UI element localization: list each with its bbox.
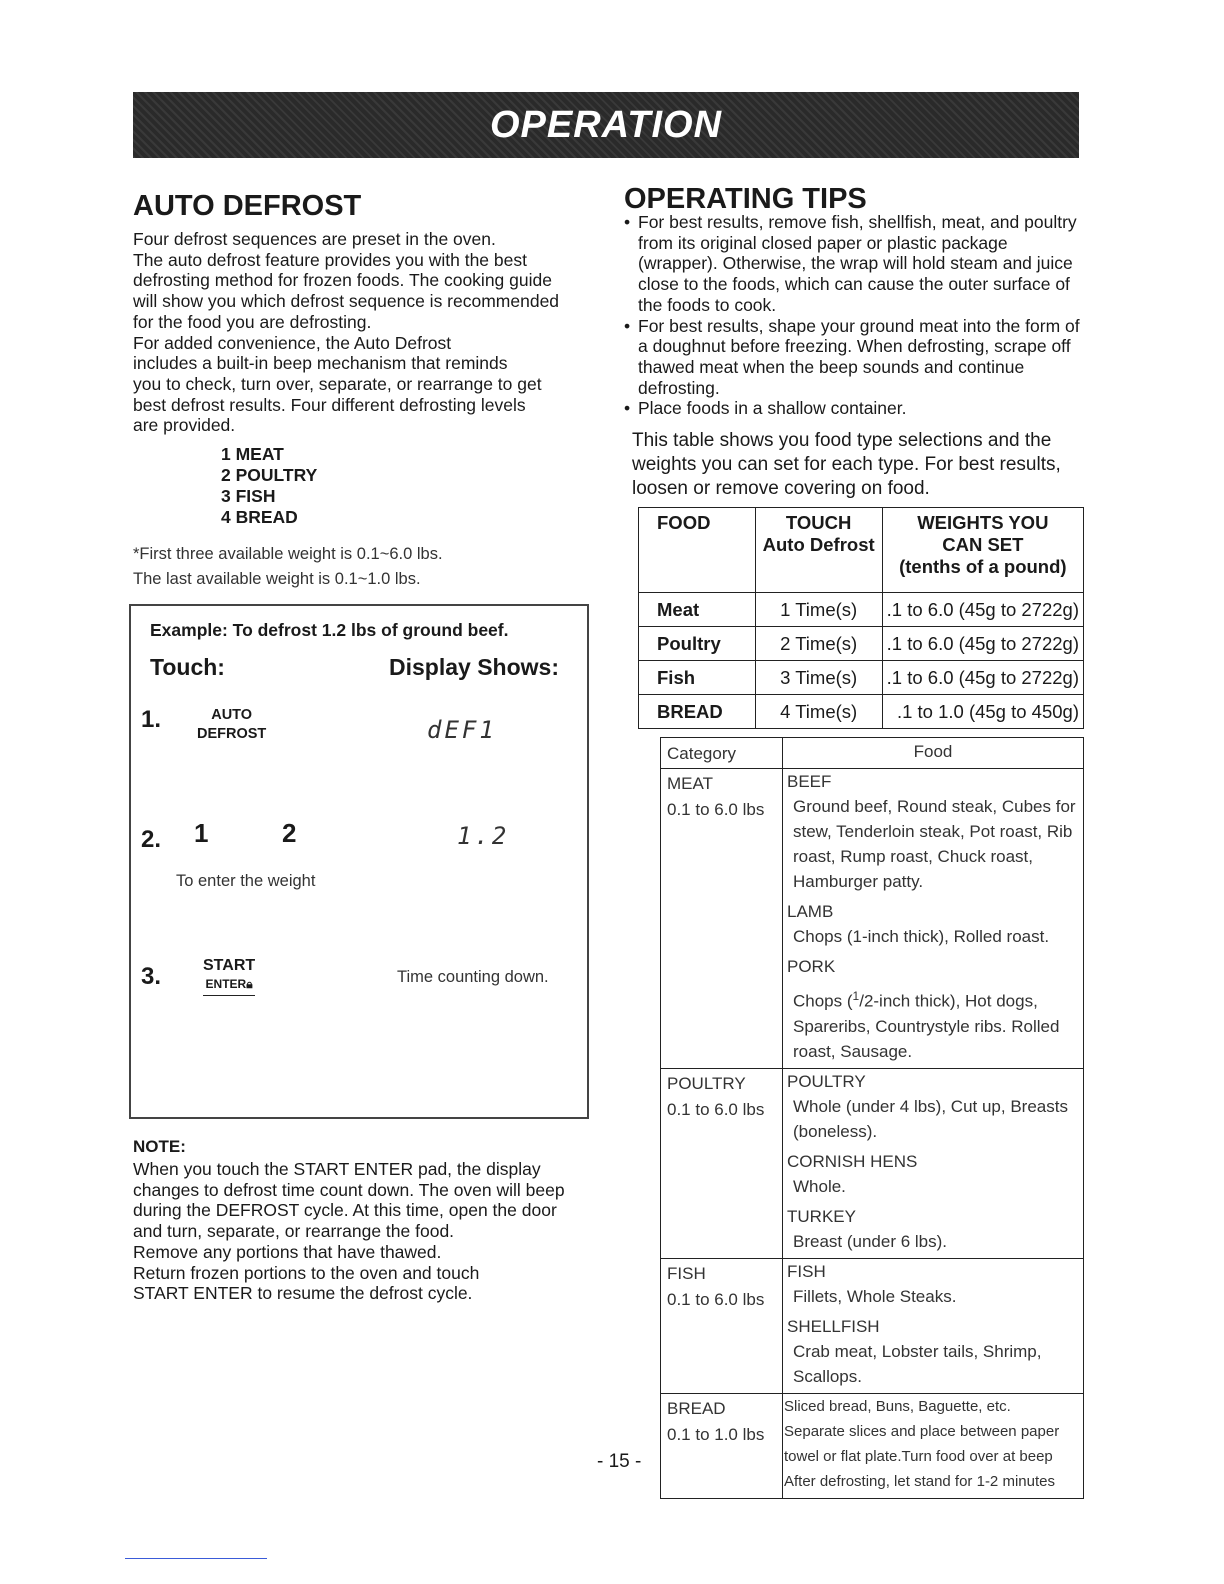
header-weights-line3: (tenths of a pound) xyxy=(899,556,1067,577)
banner-title: OPERATION xyxy=(489,103,723,146)
step-2-number: 2. xyxy=(141,826,162,853)
table-row xyxy=(661,1258,1084,1393)
digit-1-key: 1 xyxy=(194,818,209,848)
category-range: 0.1 to 6.0 lbs xyxy=(667,800,765,819)
header-touch xyxy=(755,508,882,593)
weight-note-1: *First three available weight is 0.1~6.0 lbs. xyxy=(133,545,443,563)
header-weights xyxy=(882,508,1083,593)
food-items: Crab meat, Lobster tails, Shrimp, Scallops. xyxy=(793,1341,1042,1386)
key-label-text: ENTER xyxy=(205,977,247,991)
food-head: FISH xyxy=(787,1261,826,1281)
lock-icon: 🔒︎ xyxy=(246,977,253,991)
list-item: • Place foods in a shallow container. xyxy=(624,398,1084,419)
header-weights-line2: CAN SET xyxy=(942,534,1024,555)
category-range: 0.1 to 6.0 lbs xyxy=(667,1099,765,1119)
tips-list xyxy=(624,212,1084,419)
display-counting: Time counting down. xyxy=(397,968,549,986)
category-bread xyxy=(661,1393,783,1498)
category-name: BREAD xyxy=(667,1398,726,1418)
display-header: Display Shows: xyxy=(389,654,559,680)
section-banner xyxy=(133,92,1079,158)
category-name: FISH xyxy=(667,1263,706,1283)
auto-defrost-key xyxy=(197,706,266,744)
food-items xyxy=(787,984,1081,1064)
key-label-line2: DEFROST xyxy=(197,726,267,742)
start-enter-key xyxy=(203,956,255,996)
list-item: • For best results, remove fish, shellfish, meat, and poultry from its original closed paper or plastic package (wrapper). Otherwise, the wrap will hold steam and juice close to the foods, which can cause the outer surface of the foods to cook. xyxy=(624,212,1084,316)
key-label-line2 xyxy=(203,975,255,996)
list-item: 1 MEAT xyxy=(221,444,284,464)
food-items: Whole (under 4 lbs), Cut up, Breasts (boneless). xyxy=(793,1096,1068,1141)
table-row xyxy=(639,627,1084,661)
category-poultry xyxy=(661,1068,783,1258)
cell-weight: .1 to 6.0 (45g to 2722g) xyxy=(882,627,1083,661)
page-number: - 15 - xyxy=(597,1451,642,1472)
touch-header: Touch: xyxy=(150,654,225,680)
footer-rule xyxy=(125,1558,267,1559)
category-fish xyxy=(661,1258,783,1393)
header-touch-line1: TOUCH xyxy=(785,512,852,533)
food-head: CORNISH HENS xyxy=(787,1151,918,1171)
auto-defrost-title: AUTO DEFROST xyxy=(133,190,362,222)
food-fish xyxy=(783,1258,1084,1393)
superscript: 1 xyxy=(852,989,860,1003)
category-range: 0.1 to 1.0 lbs xyxy=(667,1424,765,1444)
display-def1: dEF1 xyxy=(427,716,497,744)
table-row xyxy=(661,738,1084,769)
category-name: POULTRY xyxy=(667,1073,746,1093)
list-item: • For best results, shape your ground meat into the form of a doughnut before freezing. When defrosting, scrape off thawed meat when the beep sounds and continue defrosting. xyxy=(624,316,1084,399)
food-items: Breast (under 6 lbs). xyxy=(793,1231,948,1251)
cell-weight: .1 to 6.0 (45g to 2722g) xyxy=(882,661,1083,695)
note-body: When you touch the START ENTER pad, the display changes to defrost time count down. The oven will beep during the DEFROST cycle. At this time, open the door and turn, separate, or rearrange the food. Remove any portions that have thawed. Return frozen portions to the oven and touch START ENTER to resume the defrost cycle. xyxy=(133,1159,565,1304)
list-item: 4 BREAD xyxy=(221,507,298,527)
key-label-line1: AUTO xyxy=(211,707,253,723)
cell-touch: 4 Time(s) xyxy=(755,695,882,729)
cell-food: BREAD xyxy=(639,695,756,729)
weight-notes xyxy=(133,542,443,592)
text: Chops ( xyxy=(793,991,853,1011)
food-meat xyxy=(783,769,1084,1069)
cell-weight: .1 to 6.0 (45g to 2722g) xyxy=(882,593,1083,627)
category-meat xyxy=(661,769,783,1069)
table-intro: This table shows you food type selections and the weights you can set for each type. For best results, loosen or remove covering on food. xyxy=(632,430,1061,499)
food-items: Ground beef, Round steak, Cubes for stew, Tenderloin steak, Pot roast, Rib roast, Rump roast, Chuck roast, Hamburger patty. xyxy=(793,797,1076,891)
table-row xyxy=(661,769,1084,1069)
header-weights-line1: WEIGHTS YOU xyxy=(917,512,1049,533)
cell-weight: .1 to 1.0 (45g to 450g) xyxy=(882,695,1083,729)
display-weight: 1.2 xyxy=(457,822,510,850)
header-food: Food xyxy=(783,738,1084,769)
food-items: Fillets, Whole Steaks. xyxy=(793,1286,957,1306)
table-row xyxy=(639,508,1084,593)
category-name: MEAT xyxy=(667,774,713,793)
cell-food: Meat xyxy=(639,593,756,627)
key-label-line1: START xyxy=(203,957,256,974)
table-row xyxy=(661,1393,1084,1498)
cell-food: Poultry xyxy=(639,627,756,661)
cell-food: Fish xyxy=(639,661,756,695)
step-1-number: 1. xyxy=(141,706,162,733)
defrost-levels-list xyxy=(221,444,317,528)
category-table xyxy=(660,737,1084,1499)
food-head: PORK xyxy=(787,957,836,976)
food-items: After defrosting, let stand for 1-2 minutes xyxy=(784,1472,1055,1490)
table-row xyxy=(639,593,1084,627)
auto-defrost-body: Four defrost sequences are preset in the oven. The auto defrost feature provides you with the best defrosting method for frozen foods. The cooking guide will show you which defrost sequence is recommended for the food you are defrosting. For added convenience, the Auto Defrost includes a built-in beep mechanism that reminds you to check, turn over, separate, or rearrange to get best defrost results. Four different defrosting levels are provided. xyxy=(133,229,560,436)
food-head: TURKEY xyxy=(787,1206,856,1226)
operating-tips-title: OPERATING TIPS xyxy=(624,183,867,215)
table-row xyxy=(639,661,1084,695)
example-title: Example: To defrost 1.2 lbs of ground beef. xyxy=(150,620,509,640)
example-box xyxy=(129,604,589,1119)
food-head: POULTRY xyxy=(787,1071,866,1091)
food-head: LAMB xyxy=(787,902,834,921)
table-row xyxy=(661,1068,1084,1258)
food-items: Chops (1-inch thick), Rolled roast. xyxy=(793,927,1050,946)
list-item: 3 FISH xyxy=(221,486,276,506)
text: /2-inch thick), Hot dogs, Spareribs, Countrystyle ribs. Rolled roast, Sausage. xyxy=(793,991,1060,1061)
weights-table xyxy=(638,507,1084,729)
header-food: FOOD xyxy=(639,508,756,593)
food-items: Separate slices and place between paper xyxy=(784,1422,1060,1440)
cell-touch: 2 Time(s) xyxy=(755,627,882,661)
food-head: SHELLFISH xyxy=(787,1316,880,1336)
food-items: Sliced bread, Buns, Baguette, etc. xyxy=(784,1397,1011,1415)
header-touch-line2: Auto Defrost xyxy=(762,534,875,555)
note-title: NOTE: xyxy=(133,1137,186,1156)
cell-touch: 3 Time(s) xyxy=(755,661,882,695)
food-items: towel or flat plate.Turn food over at beep xyxy=(784,1447,1053,1465)
cell-touch: 1 Time(s) xyxy=(755,593,882,627)
food-head: BEEF xyxy=(787,772,832,791)
step-3-number: 3. xyxy=(141,963,162,990)
food-items: Whole. xyxy=(793,1176,846,1196)
list-item: 2 POULTRY xyxy=(221,465,318,485)
step-2-caption: To enter the weight xyxy=(176,872,316,890)
weight-note-2: The last available weight is 0.1~1.0 lbs. xyxy=(133,570,421,588)
table-row xyxy=(639,695,1084,729)
header-category: Category xyxy=(661,738,783,769)
food-poultry xyxy=(783,1068,1084,1258)
food-bread xyxy=(783,1393,1084,1498)
digit-2-key: 2 xyxy=(282,818,297,848)
category-range: 0.1 to 6.0 lbs xyxy=(667,1289,765,1309)
